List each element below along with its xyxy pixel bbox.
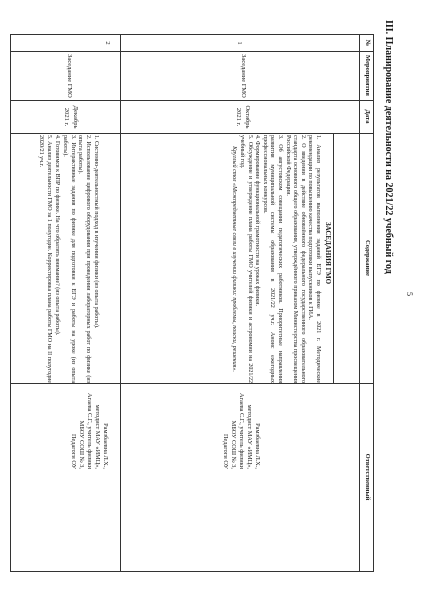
row-2-responsible: Рамзбаевна Л.Х., методист МАУ «ИМЦ», Агаева С.Г., учитель физики МБОУ СОШ № 3, Педагоги ОУ bbox=[70, 393, 109, 469]
table-row-divider bbox=[120, 35, 121, 571]
page-number: 5 bbox=[405, 292, 414, 296]
header-date: Дата bbox=[364, 109, 371, 124]
row-1-date: Октябрь 2021 г. bbox=[235, 105, 251, 129]
row-2-date: Декабрь 2021 г. bbox=[63, 105, 79, 129]
table-row-divider bbox=[333, 133, 334, 383]
table-column-divider bbox=[11, 51, 373, 52]
section-subheader: ЗАСЕДАНИЯ ГМО bbox=[324, 221, 332, 285]
row-1-responsible: Рамзбаевна Л.Х., методист МАУ «ИМЦ», Агаева С.Г., учитель физики МБОУ СОШ № 3, Педагоги ОУ bbox=[222, 393, 261, 469]
header-event: Мероприятия bbox=[364, 55, 371, 96]
table-column-divider bbox=[11, 383, 373, 384]
row-1-event: Заседание ГМО bbox=[240, 54, 247, 98]
header-responsible: Ответственный bbox=[364, 453, 371, 501]
table-column-divider bbox=[11, 133, 373, 134]
section-title: III. Планирование деятельности на 2021/22 учебный год bbox=[383, 20, 394, 274]
row-1-num: 1 bbox=[236, 41, 243, 45]
row-2-event: Заседание ГМО bbox=[66, 54, 73, 98]
row-2-content: 1. Системно-деятельностный подход в изучении физики (из опыта работы). 2. Использование цифрового оборудования при проведении лабораторных работ по физике (из опыта работы). 3. Интерактивные задания по физике для подготовки к ЕГЭ и работы на уроке (из опыта работы). 4. Готовимся к ВПР по физике. На что обратить внимание? (из опыта работы). 5. Анализ деятельности ГМО за 1 полугодие. Корректировка плана работы ГМО на II полугодие 2020/21 уч.г. bbox=[38, 135, 99, 383]
row-2-num: 2 bbox=[104, 41, 111, 45]
header-content: Содержание bbox=[364, 240, 371, 276]
header-num: № bbox=[364, 39, 371, 47]
row-1-content: 1. Анализ результатов выполнения заданий ЕГЭ по физике в 2021 г. Методические рекомендации по повышению качества подготовки выпускников к ГИА. 2. О введении в действие обновлённого федерального государственного образовательного стандарта основного общего образования, утверждённого приказом Министерства просвещения Российской Федерации. 3. Об августовском совещании педагогических работников. Приоритетные направления развития муниципальной системы образования в 2021/22 уч.г. Анонс ежегодных профессиональных конкурсов. 4. Формирование функциональной грамотности на уроках физики. 5. Обсуждение и утверждение плана работы ГМО учителей физики и астрономии на 2021/22 учебный год. Круглый стол «Межпредметные связи в изучении физики: проблемы, поиски, решения». bbox=[231, 135, 321, 383]
plan-table bbox=[10, 34, 374, 572]
table-row-divider bbox=[359, 35, 360, 571]
